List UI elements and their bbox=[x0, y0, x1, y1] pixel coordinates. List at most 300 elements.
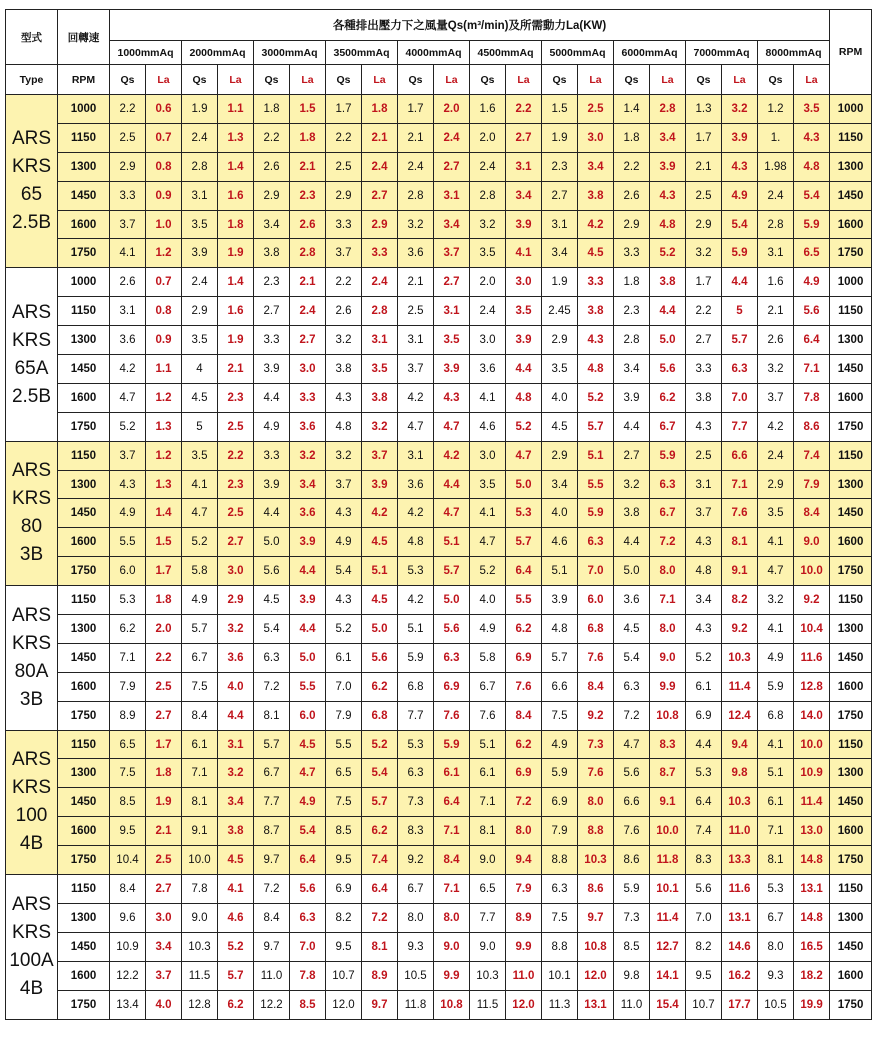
table-row bbox=[6, 181, 872, 210]
la-header: La bbox=[146, 65, 182, 95]
la-value-cell: 10.8 bbox=[578, 932, 614, 961]
la-value-cell: 9.9 bbox=[506, 932, 542, 961]
qs-value-cell: 2.4 bbox=[182, 268, 218, 297]
la-value-cell: 1.9 bbox=[146, 788, 182, 817]
qs-value-cell: 11.5 bbox=[182, 961, 218, 990]
qs-value-cell: 6.3 bbox=[254, 643, 290, 672]
qs-value-cell: 6.1 bbox=[182, 730, 218, 759]
la-value-cell: 4.5 bbox=[218, 846, 254, 875]
qs-value-cell: 12.0 bbox=[326, 990, 362, 1019]
la-value-cell: 5.4 bbox=[290, 817, 326, 846]
pressure-header: 4500mmAq bbox=[470, 41, 542, 65]
qs-value-cell: 3.1 bbox=[758, 239, 794, 268]
la-value-cell: 3.6 bbox=[290, 412, 326, 441]
qs-value-cell: 8.6 bbox=[614, 846, 650, 875]
la-value-cell: 5.2 bbox=[506, 412, 542, 441]
qs-value-cell: 1.8 bbox=[614, 123, 650, 152]
la-value-cell: 1.8 bbox=[290, 123, 326, 152]
qs-value-cell: 3.3 bbox=[326, 210, 362, 239]
qs-value-cell: 11.8 bbox=[398, 990, 434, 1019]
qs-value-cell: 3.4 bbox=[614, 355, 650, 384]
qs-value-cell: 7.9 bbox=[542, 817, 578, 846]
table-row bbox=[6, 123, 872, 152]
qs-value-cell: 10.3 bbox=[470, 961, 506, 990]
rpm-cell-right: 1750 bbox=[830, 557, 872, 586]
la-value-cell: 3.0 bbox=[578, 123, 614, 152]
rpm-cell-right: 1300 bbox=[830, 470, 872, 499]
qs-value-cell: 2.5 bbox=[686, 441, 722, 470]
qs-value-cell: 3.6 bbox=[398, 470, 434, 499]
la-value-cell: 2.6 bbox=[290, 210, 326, 239]
la-value-cell: 2.0 bbox=[146, 615, 182, 644]
qs-value-cell: 3.7 bbox=[686, 499, 722, 528]
qs-value-cell: 5.8 bbox=[182, 557, 218, 586]
qs-value-cell: 4.4 bbox=[254, 499, 290, 528]
la-value-cell: 7.0 bbox=[578, 557, 614, 586]
qs-value-cell: 5.3 bbox=[398, 557, 434, 586]
qs-value-cell: 1.9 bbox=[542, 268, 578, 297]
la-value-cell: 8.4 bbox=[578, 672, 614, 701]
la-value-cell: 2.7 bbox=[218, 528, 254, 557]
la-value-cell: 6.4 bbox=[362, 875, 398, 904]
la-value-cell: 8.0 bbox=[650, 557, 686, 586]
qs-value-cell: 9.3 bbox=[398, 932, 434, 961]
rpm-cell: 1300 bbox=[58, 759, 110, 788]
la-value-cell: 6.4 bbox=[794, 326, 830, 355]
la-value-cell: 1.0 bbox=[146, 210, 182, 239]
qs-value-cell: 4.4 bbox=[614, 528, 650, 557]
qs-value-cell: 3.3 bbox=[614, 239, 650, 268]
la-value-cell: 3.6 bbox=[218, 643, 254, 672]
la-value-cell: 6.5 bbox=[794, 239, 830, 268]
la-value-cell: 9.7 bbox=[362, 990, 398, 1019]
qs-value-cell: 8.8 bbox=[542, 932, 578, 961]
rpm-cell: 1750 bbox=[58, 239, 110, 268]
qs-value-cell: 3.2 bbox=[614, 470, 650, 499]
la-value-cell: 5.9 bbox=[578, 499, 614, 528]
qs-value-cell: 6.6 bbox=[542, 672, 578, 701]
model-line: KRS bbox=[11, 777, 52, 799]
la-value-cell: 8.4 bbox=[506, 701, 542, 730]
la-value-cell: 4.2 bbox=[578, 210, 614, 239]
qs-value-cell: 3.5 bbox=[470, 470, 506, 499]
la-value-cell: 6.9 bbox=[506, 643, 542, 672]
la-value-cell: 14.8 bbox=[794, 903, 830, 932]
qs-value-cell: 4.3 bbox=[326, 586, 362, 615]
qs-value-cell: 7.5 bbox=[182, 672, 218, 701]
table-row bbox=[6, 846, 872, 875]
la-value-cell: 6.7 bbox=[650, 499, 686, 528]
la-value-cell: 13.1 bbox=[722, 903, 758, 932]
la-value-cell: 2.5 bbox=[146, 672, 182, 701]
qs-value-cell: 1.3 bbox=[686, 95, 722, 124]
la-value-cell: 14.1 bbox=[650, 961, 686, 990]
qs-value-cell: 4.9 bbox=[542, 730, 578, 759]
model-line: 100 bbox=[15, 805, 48, 827]
qs-value-cell: 10.5 bbox=[758, 990, 794, 1019]
rpm-cell-right: 1450 bbox=[830, 932, 872, 961]
la-value-cell: 8.6 bbox=[578, 875, 614, 904]
qs-value-cell: 8.0 bbox=[758, 932, 794, 961]
qs-value-cell: 5.1 bbox=[758, 759, 794, 788]
la-value-cell: 6.3 bbox=[650, 470, 686, 499]
qs-value-cell: 6.6 bbox=[614, 788, 650, 817]
qs-value-cell: 3.3 bbox=[254, 326, 290, 355]
qs-value-cell: 13.4 bbox=[110, 990, 146, 1019]
table-row bbox=[6, 586, 872, 615]
qs-value-cell: 6.9 bbox=[326, 875, 362, 904]
qs-value-cell: 1.9 bbox=[542, 123, 578, 152]
qs-value-cell: 5.4 bbox=[326, 557, 362, 586]
qs-value-cell: 5.1 bbox=[470, 730, 506, 759]
qs-value-cell: 4.4 bbox=[686, 730, 722, 759]
la-value-cell: 5.9 bbox=[434, 730, 470, 759]
model-line: 100A bbox=[9, 949, 54, 971]
qs-value-cell: 7.1 bbox=[470, 788, 506, 817]
la-value-cell: 2.7 bbox=[362, 181, 398, 210]
qs-value-cell: 2.6 bbox=[326, 297, 362, 326]
la-value-cell: 7.8 bbox=[794, 383, 830, 412]
qs-value-cell: 4 bbox=[182, 355, 218, 384]
pressure-header: 8000mmAq bbox=[758, 41, 830, 65]
la-value-cell: 1.1 bbox=[218, 95, 254, 124]
qs-value-cell: 9.2 bbox=[398, 846, 434, 875]
qs-value-cell: 6.5 bbox=[110, 730, 146, 759]
qs-value-cell: 11.0 bbox=[254, 961, 290, 990]
rpm-cell-right: 1750 bbox=[830, 990, 872, 1019]
qs-value-cell: 3.7 bbox=[110, 441, 146, 470]
la-value-cell: 4.7 bbox=[506, 441, 542, 470]
qs-value-cell: 2.4 bbox=[470, 297, 506, 326]
la-value-cell: 9.4 bbox=[722, 730, 758, 759]
qs-value-cell: 3.4 bbox=[254, 210, 290, 239]
la-value-cell: 6.4 bbox=[290, 846, 326, 875]
qs-value-cell: 4.2 bbox=[398, 383, 434, 412]
qs-value-cell: 4.4 bbox=[614, 412, 650, 441]
qs-value-cell: 9.7 bbox=[254, 932, 290, 961]
la-value-cell: 7.4 bbox=[794, 441, 830, 470]
la-value-cell: 10.3 bbox=[578, 846, 614, 875]
qs-value-cell: 6.3 bbox=[398, 759, 434, 788]
qs-value-cell: 1.8 bbox=[614, 268, 650, 297]
qs-value-cell: 2.2 bbox=[326, 268, 362, 297]
la-value-cell: 2.1 bbox=[146, 817, 182, 846]
qs-value-cell: 2.4 bbox=[398, 152, 434, 181]
la-value-cell: 7.1 bbox=[434, 875, 470, 904]
qs-value-cell: 6.8 bbox=[398, 672, 434, 701]
qs-value-cell: 2.5 bbox=[326, 152, 362, 181]
la-value-cell: 6.8 bbox=[362, 701, 398, 730]
rpm-cell-right: 1300 bbox=[830, 759, 872, 788]
la-value-cell: 11.8 bbox=[650, 846, 686, 875]
la-value-cell: 3.7 bbox=[434, 239, 470, 268]
qs-value-cell: 8.2 bbox=[326, 903, 362, 932]
qs-value-cell: 11.5 bbox=[470, 990, 506, 1019]
qs-value-cell: 2.6 bbox=[614, 181, 650, 210]
pressure-header: 1000mmAq bbox=[110, 41, 182, 65]
rpm-cell: 1600 bbox=[58, 528, 110, 557]
la-value-cell: 8.0 bbox=[434, 903, 470, 932]
rpm-cell: 1300 bbox=[58, 903, 110, 932]
la-value-cell: 4.0 bbox=[218, 672, 254, 701]
model-line: ARS bbox=[11, 460, 52, 482]
rpm-cell-right: 1600 bbox=[830, 817, 872, 846]
qs-value-cell: 5.2 bbox=[470, 557, 506, 586]
la-value-cell: 4.8 bbox=[578, 355, 614, 384]
la-value-cell: 4.9 bbox=[794, 268, 830, 297]
la-value-cell: 1.3 bbox=[146, 470, 182, 499]
la-value-cell: 8.9 bbox=[506, 903, 542, 932]
qs-value-cell: 7.3 bbox=[614, 903, 650, 932]
la-value-cell: 7.6 bbox=[506, 672, 542, 701]
la-value-cell: 3.1 bbox=[434, 181, 470, 210]
la-value-cell: 3.0 bbox=[218, 557, 254, 586]
qs-value-cell: 2.9 bbox=[326, 181, 362, 210]
qs-value-cell: 5.4 bbox=[614, 643, 650, 672]
la-value-cell: 2.8 bbox=[362, 297, 398, 326]
qs-value-cell: 8.9 bbox=[110, 701, 146, 730]
qs-header: Qs bbox=[182, 65, 218, 95]
qs-value-cell: 4.0 bbox=[542, 383, 578, 412]
la-value-cell: 5.6 bbox=[362, 643, 398, 672]
la-value-cell: 9.4 bbox=[506, 846, 542, 875]
qs-value-cell: 8.5 bbox=[110, 788, 146, 817]
qs-value-cell: 2.7 bbox=[686, 326, 722, 355]
la-value-cell: 7.1 bbox=[794, 355, 830, 384]
table-row bbox=[6, 528, 872, 557]
la-value-cell: 3.2 bbox=[362, 412, 398, 441]
rpm-cell: 1000 bbox=[58, 95, 110, 124]
rpm-cell: 1750 bbox=[58, 990, 110, 1019]
la-value-cell: 9.2 bbox=[794, 586, 830, 615]
table-row bbox=[6, 615, 872, 644]
qs-header: Qs bbox=[470, 65, 506, 95]
model-line: ARS bbox=[11, 749, 52, 771]
la-value-cell: 5.5 bbox=[578, 470, 614, 499]
rpm-cell-right: 1600 bbox=[830, 210, 872, 239]
la-value-cell: 11.4 bbox=[794, 788, 830, 817]
rpm-cell: 1750 bbox=[58, 557, 110, 586]
qs-value-cell: 8.0 bbox=[398, 903, 434, 932]
qs-value-cell: 7.2 bbox=[614, 701, 650, 730]
qs-value-cell: 4.0 bbox=[470, 586, 506, 615]
model-line: KRS bbox=[11, 156, 52, 178]
qs-value-cell: 10.4 bbox=[110, 846, 146, 875]
la-value-cell: 10.3 bbox=[722, 788, 758, 817]
la-value-cell: 1.1 bbox=[146, 355, 182, 384]
la-value-cell: 12.8 bbox=[794, 672, 830, 701]
la-value-cell: 5.0 bbox=[434, 586, 470, 615]
la-value-cell: 1.4 bbox=[218, 268, 254, 297]
rpm-cell-right: 1300 bbox=[830, 903, 872, 932]
qs-value-cell: 5.7 bbox=[182, 615, 218, 644]
la-value-cell: 10.0 bbox=[794, 730, 830, 759]
qs-value-cell: 4.1 bbox=[758, 730, 794, 759]
qs-value-cell: 8.5 bbox=[614, 932, 650, 961]
qs-value-cell: 4.1 bbox=[470, 383, 506, 412]
qs-value-cell: 4.1 bbox=[758, 528, 794, 557]
la-value-cell: 4.2 bbox=[362, 499, 398, 528]
qs-value-cell: 6.5 bbox=[326, 759, 362, 788]
la-value-cell: 4.8 bbox=[794, 152, 830, 181]
rpm-cell: 1150 bbox=[58, 730, 110, 759]
qs-value-cell: 9.0 bbox=[182, 903, 218, 932]
qs-value-cell: 2.2 bbox=[110, 95, 146, 124]
model-line: 4B bbox=[19, 977, 44, 999]
qs-value-cell: 2.2 bbox=[254, 123, 290, 152]
la-value-cell: 4.3 bbox=[722, 152, 758, 181]
qs-value-cell: 6.2 bbox=[110, 615, 146, 644]
model-line: ARS bbox=[11, 128, 52, 150]
la-header: La bbox=[722, 65, 758, 95]
la-value-cell: 14.6 bbox=[722, 932, 758, 961]
la-value-cell: 2.4 bbox=[290, 297, 326, 326]
qs-value-cell: 12.8 bbox=[182, 990, 218, 1019]
qs-value-cell: 6.0 bbox=[110, 557, 146, 586]
rpm-cell-right: 1600 bbox=[830, 672, 872, 701]
qs-value-cell: 9.7 bbox=[254, 846, 290, 875]
qs-value-cell: 3.1 bbox=[542, 210, 578, 239]
qs-value-cell: 4.6 bbox=[542, 528, 578, 557]
qs-value-cell: 4.3 bbox=[686, 412, 722, 441]
la-header: La bbox=[218, 65, 254, 95]
rpm-cell-right: 1450 bbox=[830, 788, 872, 817]
la-value-cell: 3.2 bbox=[218, 615, 254, 644]
qs-value-cell: 5.0 bbox=[254, 528, 290, 557]
qs-value-cell: 2.1 bbox=[686, 152, 722, 181]
la-value-cell: 2.7 bbox=[290, 326, 326, 355]
la-value-cell: 4.4 bbox=[290, 615, 326, 644]
qs-value-cell: 4.8 bbox=[686, 557, 722, 586]
la-value-cell: 5.2 bbox=[362, 730, 398, 759]
la-value-cell: 3.9 bbox=[290, 528, 326, 557]
la-value-cell: 8.5 bbox=[290, 990, 326, 1019]
qs-value-cell: 5.9 bbox=[542, 759, 578, 788]
model-cell bbox=[6, 95, 58, 268]
model-line: KRS bbox=[11, 329, 52, 351]
qs-value-cell: 3.9 bbox=[182, 239, 218, 268]
la-value-cell: 7.2 bbox=[650, 528, 686, 557]
rpm-cell-right: 1750 bbox=[830, 701, 872, 730]
qs-value-cell: 6.9 bbox=[542, 788, 578, 817]
la-value-cell: 9.1 bbox=[650, 788, 686, 817]
la-value-cell: 2.2 bbox=[146, 643, 182, 672]
qs-value-cell: 4.7 bbox=[110, 383, 146, 412]
qs-value-cell: 2.2 bbox=[686, 297, 722, 326]
qs-value-cell: 3.9 bbox=[542, 586, 578, 615]
pressure-header: 2000mmAq bbox=[182, 41, 254, 65]
la-value-cell: 6.2 bbox=[506, 730, 542, 759]
la-value-cell: 8.4 bbox=[434, 846, 470, 875]
qs-value-cell: 5.9 bbox=[758, 672, 794, 701]
la-value-cell: 3.9 bbox=[290, 586, 326, 615]
qs-value-cell: 4.5 bbox=[542, 412, 578, 441]
rpm-cell-right: 1300 bbox=[830, 152, 872, 181]
qs-value-cell: 9.5 bbox=[326, 932, 362, 961]
rpm-cell: 1450 bbox=[58, 499, 110, 528]
la-value-cell: 7.2 bbox=[506, 788, 542, 817]
qs-value-cell: 9.5 bbox=[326, 846, 362, 875]
la-value-cell: 5.6 bbox=[290, 875, 326, 904]
qs-value-cell: 8.5 bbox=[326, 817, 362, 846]
rpm-cell-right: 1150 bbox=[830, 297, 872, 326]
la-value-cell: 7.6 bbox=[578, 759, 614, 788]
la-value-cell: 18.2 bbox=[794, 961, 830, 990]
qs-value-cell: 3.9 bbox=[254, 470, 290, 499]
la-value-cell: 11.6 bbox=[794, 643, 830, 672]
la-value-cell: 2.7 bbox=[506, 123, 542, 152]
la-value-cell: 0.9 bbox=[146, 326, 182, 355]
la-value-cell: 0.6 bbox=[146, 95, 182, 124]
qs-value-cell: 2.5 bbox=[686, 181, 722, 210]
la-value-cell: 7.9 bbox=[794, 470, 830, 499]
la-value-cell: 19.9 bbox=[794, 990, 830, 1019]
qs-value-cell: 4.0 bbox=[542, 499, 578, 528]
la-value-cell: 16.2 bbox=[722, 961, 758, 990]
qs-value-cell: 3.4 bbox=[542, 239, 578, 268]
rpm-cell-right: 1450 bbox=[830, 181, 872, 210]
rpm-cell-right: 1750 bbox=[830, 412, 872, 441]
qs-value-cell: 10.1 bbox=[542, 961, 578, 990]
qs-header: Qs bbox=[110, 65, 146, 95]
pressure-header: 5000mmAq bbox=[542, 41, 614, 65]
qs-value-cell: 5.0 bbox=[614, 557, 650, 586]
qs-value-cell: 4.2 bbox=[398, 499, 434, 528]
qs-value-cell: 8.3 bbox=[398, 817, 434, 846]
rpm-cell: 1750 bbox=[58, 846, 110, 875]
qs-header: Qs bbox=[254, 65, 290, 95]
qs-value-cell: 3.2 bbox=[326, 441, 362, 470]
la-value-cell: 12.0 bbox=[506, 990, 542, 1019]
la-value-cell: 5.9 bbox=[722, 239, 758, 268]
la-value-cell: 4.1 bbox=[506, 239, 542, 268]
la-value-cell: 7.1 bbox=[434, 817, 470, 846]
la-value-cell: 0.8 bbox=[146, 297, 182, 326]
la-value-cell: 9.0 bbox=[434, 932, 470, 961]
la-value-cell: 5.0 bbox=[362, 615, 398, 644]
la-value-cell: 1.8 bbox=[218, 210, 254, 239]
qs-value-cell: 2.1 bbox=[398, 123, 434, 152]
qs-value-cell: 2.8 bbox=[398, 181, 434, 210]
model-line: ARS bbox=[11, 893, 52, 915]
la-value-cell: 0.7 bbox=[146, 268, 182, 297]
qs-value-cell: 3.1 bbox=[398, 441, 434, 470]
la-value-cell: 7.6 bbox=[722, 499, 758, 528]
model-line: 4B bbox=[19, 833, 44, 855]
la-value-cell: 9.1 bbox=[722, 557, 758, 586]
la-value-cell: 13.1 bbox=[794, 875, 830, 904]
la-value-cell: 5.7 bbox=[722, 326, 758, 355]
la-header: La bbox=[578, 65, 614, 95]
la-value-cell: 5.2 bbox=[578, 383, 614, 412]
la-value-cell: 3.9 bbox=[434, 355, 470, 384]
qs-value-cell: 5.9 bbox=[398, 643, 434, 672]
la-value-cell: 4.7 bbox=[434, 499, 470, 528]
qs-value-cell: 4.1 bbox=[470, 499, 506, 528]
qs-value-cell: 2.45 bbox=[542, 297, 578, 326]
qs-value-cell: 7.5 bbox=[542, 903, 578, 932]
qs-value-cell: 9.3 bbox=[758, 961, 794, 990]
rpm-cell: 1300 bbox=[58, 615, 110, 644]
qs-value-cell: 1.9 bbox=[182, 95, 218, 124]
qs-value-cell: 4.7 bbox=[470, 528, 506, 557]
la-value-cell: 3.5 bbox=[362, 355, 398, 384]
la-value-cell: 4.1 bbox=[218, 875, 254, 904]
qs-value-cell: 9.0 bbox=[470, 846, 506, 875]
qs-value-cell: 5.3 bbox=[110, 586, 146, 615]
qs-value-cell: 5.5 bbox=[326, 730, 362, 759]
qs-value-cell: 3.2 bbox=[758, 586, 794, 615]
